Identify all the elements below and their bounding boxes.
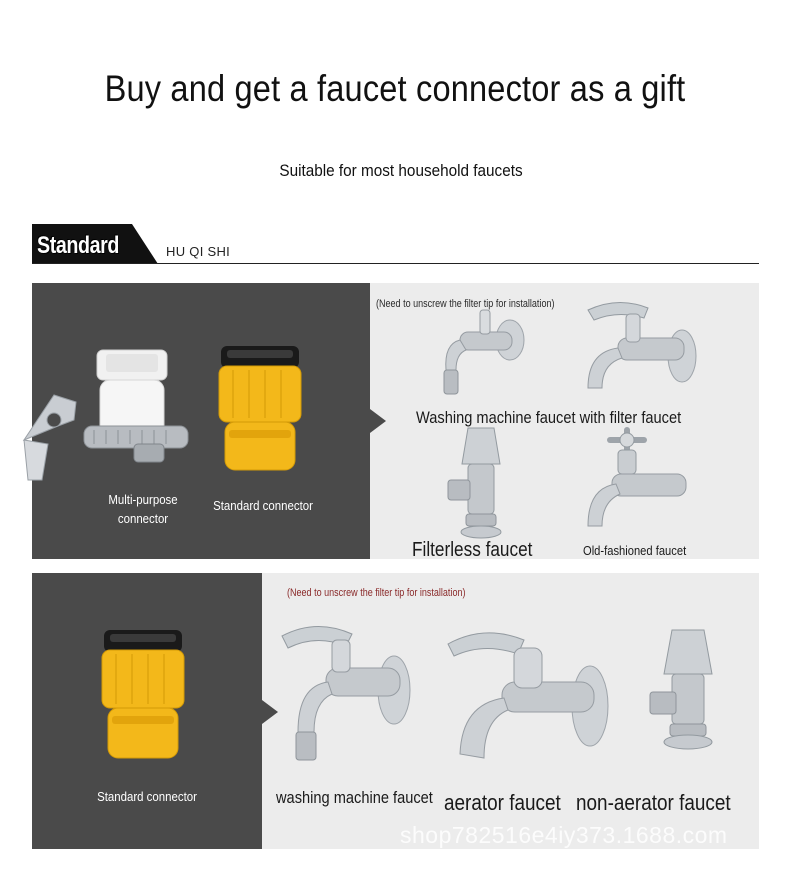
standard-badge-arrow (132, 224, 158, 264)
aerator-faucet-image (444, 620, 614, 770)
washing-machine-faucet-image (578, 296, 702, 396)
non-aerator-faucet-caption: non-aerator faucet (576, 790, 731, 815)
filterless-faucet-image (446, 428, 516, 540)
page-title: Buy and get a faucet connector as a gift (104, 68, 686, 109)
page-subtitle: Suitable for most household faucets (279, 161, 523, 180)
multi-purpose-connector-label (103, 490, 182, 528)
brand-name: HU QI SHI (166, 244, 231, 259)
multi-purpose-label-line1: Multi-purpose (108, 492, 178, 507)
non-aerator-faucet-image (648, 630, 728, 756)
washing-machine-faucet-caption: washing machine faucet (276, 788, 433, 807)
shop-watermark: shop782516e4iy373.1688.com (400, 822, 728, 848)
washing-filter-faucet-caption: Washing machine faucet with filter faucet (416, 408, 682, 427)
standard-connector-label-2: Standard connector (97, 789, 197, 804)
old-fashioned-faucet-image (582, 430, 692, 536)
standard-connector-label: Standard connector (213, 498, 313, 513)
standard-connector-image-2 (102, 630, 184, 760)
section-divider (32, 263, 759, 264)
filter-faucet-image (430, 310, 530, 402)
multi-purpose-label-line2: connector (117, 511, 169, 526)
standard-connector-image (219, 346, 301, 472)
installation-note-2: (Need to unscrew the filter tip for installation) (287, 587, 466, 599)
standard-badge: Standard (37, 232, 120, 259)
installation-note: (Need to unscrew the filter tip for installation) (376, 298, 555, 310)
panel1-arrow (370, 409, 386, 433)
filterless-faucet-caption: Filterless faucet (412, 539, 533, 561)
washing-machine-faucet-image-2 (276, 616, 416, 766)
aerator-faucet-caption: aerator faucet (444, 790, 561, 815)
old-fashioned-faucet-caption: Old-fashioned faucet (583, 543, 687, 558)
multi-purpose-connector-image (14, 340, 194, 490)
